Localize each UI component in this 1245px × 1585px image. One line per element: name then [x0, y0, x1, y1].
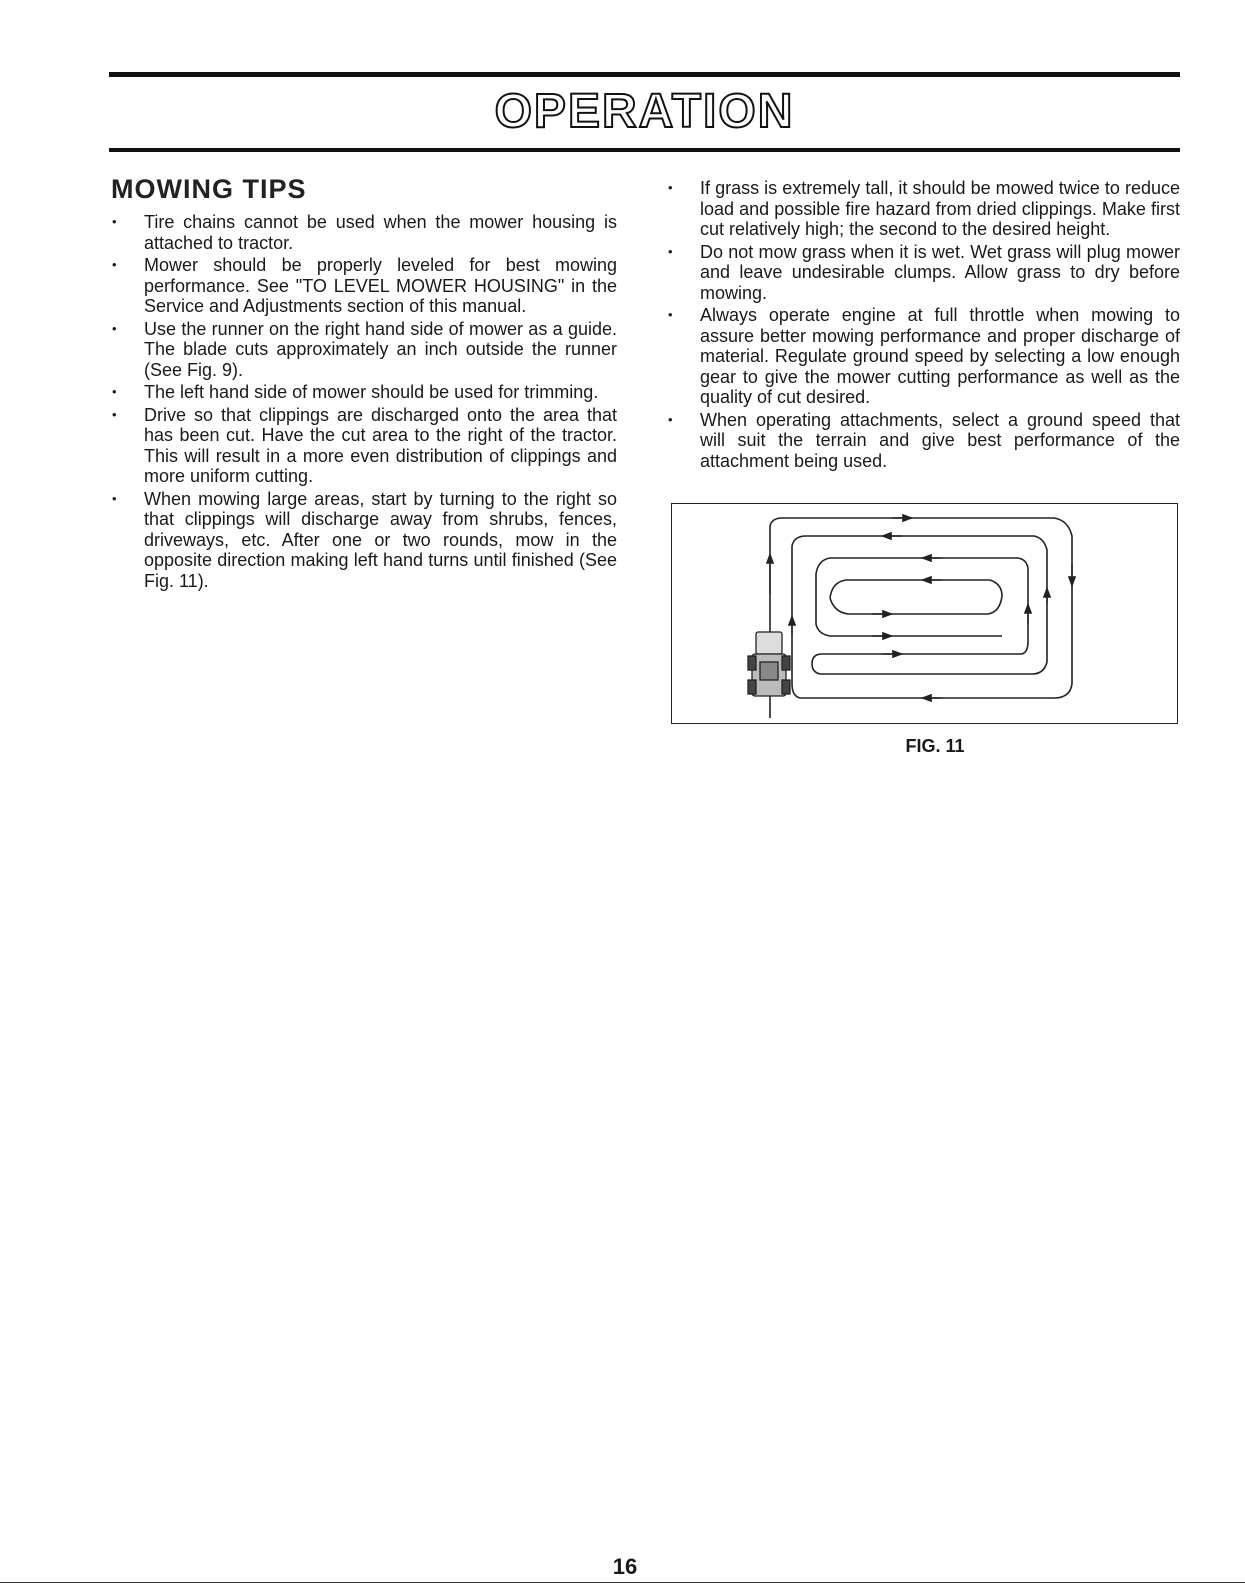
page-title: OPERATION — [494, 85, 795, 138]
list-item — [109, 489, 617, 592]
tractor-mowing-pattern-icon — [672, 504, 1179, 725]
list-item-text: Use the runner on the right hand side of mower as a guide. The blade cuts approximately an inch outside the runner (See Fig. 9). — [144, 318, 617, 380]
right-column — [665, 178, 1180, 471]
bullet-icon: • — [668, 243, 673, 259]
list-item — [665, 178, 1180, 240]
list-item-text: If grass is extremely tall, it should be mowed twice to reduce load and possible fire hazard from dried clippings. Make first cut relatively high; the second to the desired height. — [700, 178, 1180, 239]
section-heading: MOWING TIPS — [111, 174, 307, 204]
list-item-text: When mowing large areas, start by turning to the right so that clippings will discharge away from shrubs, fences, driveways, etc. After one or two rounds, mow in the opposite direction making left hand turns until finished (See Fig. 11). — [144, 488, 617, 591]
list-item-text: Drive so that clippings are discharged onto the area that has been cut. Have the cut area to the right of the tractor. This will result in a more even distribution of clippings and more uniform cutting. — [144, 404, 617, 486]
bullet-icon: • — [112, 320, 117, 336]
figure-11 — [671, 503, 1178, 724]
figure-caption: FIG. 11 — [905, 736, 965, 756]
top-rule — [109, 72, 1180, 77]
list-item — [109, 255, 617, 317]
list-item-text: When operating attachments, select a ground speed that will suit the terrain and give best performance of the attachment being used. — [700, 409, 1180, 471]
list-item-text: Always operate engine at full throttle when mowing to assure better mowing performance and proper discharge of material. Regulate ground speed by selecting a low enough gear to give the mower cutting performance as well as the quality of cut desired. — [700, 305, 1180, 407]
list-item-text: Tire chains cannot be used when the mower housing is attached to tractor. — [144, 212, 617, 253]
list-item — [109, 319, 617, 381]
bullet-icon: • — [112, 490, 117, 506]
bullet-icon: • — [112, 406, 117, 422]
bullet-icon: • — [668, 307, 673, 322]
left-column — [109, 212, 617, 591]
footer-rule — [0, 1582, 1245, 1583]
list-item-text: Mower should be properly leveled for best mowing performance. See "TO LEVEL MOWER HOUSING" in the Service and Adjustments section of this manual. — [144, 255, 617, 316]
page-number: 16 — [612, 1554, 638, 1579]
list-item — [665, 410, 1180, 472]
bullet-icon: • — [112, 384, 117, 399]
list-item — [109, 212, 617, 253]
list-item — [665, 305, 1180, 408]
list-item — [109, 382, 617, 403]
list-item-text: The left hand side of mower should be used for trimming. — [144, 382, 599, 402]
title-rule — [109, 148, 1180, 152]
bullet-icon: • — [668, 180, 673, 195]
list-item — [109, 405, 617, 487]
list-item-text: Do not mow grass when it is wet. Wet grass will plug mower and leave undesirable clumps. Allow grass to dry before mowing. — [700, 241, 1180, 303]
bullet-icon: • — [668, 411, 673, 427]
bullet-icon: • — [112, 214, 117, 229]
bullet-icon: • — [112, 257, 117, 272]
list-item — [665, 242, 1180, 304]
